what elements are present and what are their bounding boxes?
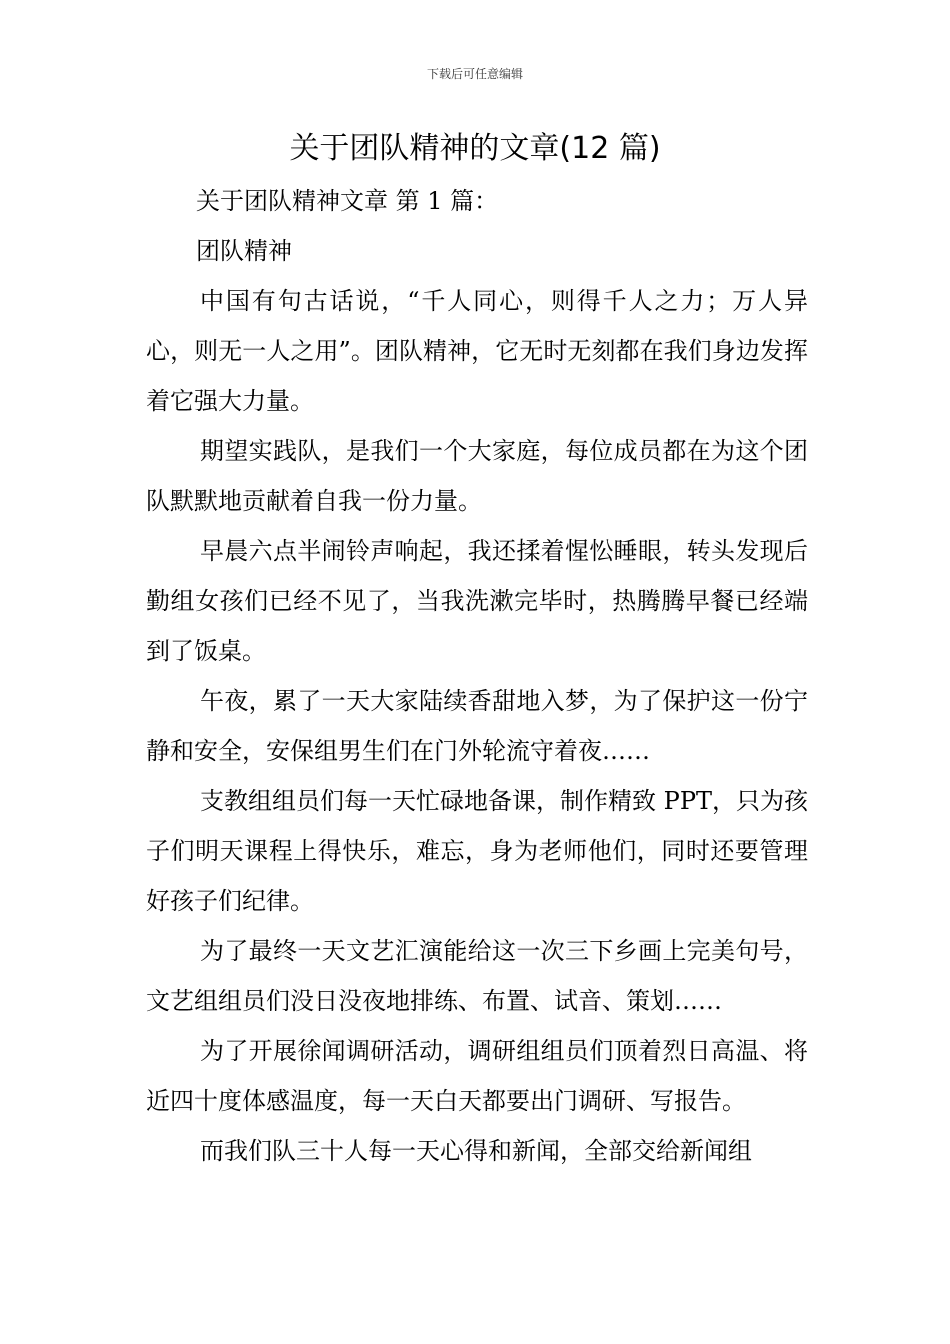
document-title: 关于团队精神的文章(12 篇): [289, 131, 661, 166]
paragraph: 为了开展徐闻调研活动，调研组组员们顶着烈日高温、将近四十度体感温度，每一天白天都要出门调研、写报告。: [146, 1037, 808, 1115]
paragraph: 为了最终一天文艺汇演能给这一次三下乡画上完美句号，文艺组组员们没日没夜地排练、布置、试音、策划……: [146, 937, 808, 1015]
article-title: 团队精神: [196, 237, 292, 265]
paragraph: 期望实践队，是我们一个大家庭，每位成员都在为这个团队默默地贡献着自我一份力量。: [146, 437, 808, 515]
paragraph: 午夜，累了一天大家陆续香甜地入梦，为了保护这一份宁静和安全，安保组男生们在门外轮流守着夜……: [146, 687, 808, 765]
document-body: [146, 176, 808, 1176]
header-note: 下载后可任意编辑: [426, 67, 523, 81]
section-heading: 关于团队精神文章 第 1 篇：: [196, 187, 499, 215]
paragraph: 中国有句古话说，“千人同心，则得千人之力；万人异心，则无一人之用”。团队精神，它无时无刻都在我们身边发挥着它强大力量。: [146, 287, 808, 415]
paragraph: 早晨六点半闹铃声响起，我还揉着惺忪睡眼，转头发现后勤组女孩们已经不见了，当我洗漱完毕时，热腾腾早餐已经端到了饭桌。: [146, 537, 808, 665]
paragraph: 支教组组员们每一天忙碌地备课，制作精致 PPT，只为孩子们明天课程上得快乐，难忘，身为老师他们，同时还要管理好孩子们纪律。: [146, 787, 808, 915]
paragraph: 而我们队三十人每一天心得和新闻，全部交给新闻组: [200, 1137, 752, 1165]
